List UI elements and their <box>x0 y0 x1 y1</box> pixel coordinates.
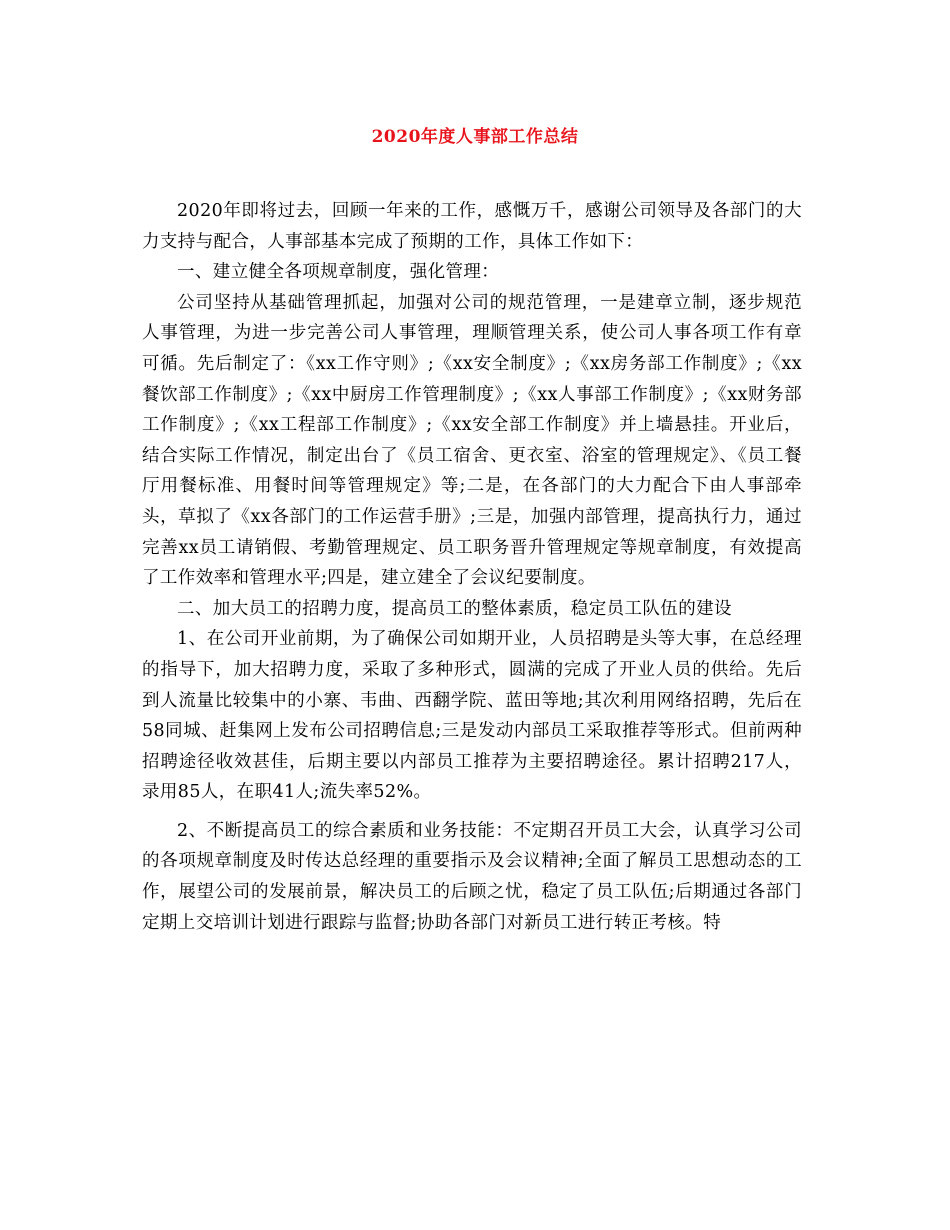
intro-paragraph: 2020年即将过去，回顾一年来的工作，感慨万千，感谢公司领导及各部门的大力支持与配合，人事部基本完成了预期的工作，具体工作如下： <box>142 201 802 252</box>
section-1-paragraph: 公司坚持从基础管理抓起，加强对公司的规范管理，一是建章立制，逐步规范人事管理，为进一步完善公司人事管理，理顺管理关系，使公司人事各项工作有章可循。先后制定了：《xx工作守则》;《xx安全制度》;《xx房务部工作制度》;《xx餐饮部工作制度》;《xx中厨房工作管理制度》;《xx人事部工作制度》;《xx财务部工作制度》;《xx工程部工作制度》;《xx安全部工作制度》并上墙悬挂。开业后，结合实际工作情况，制定出台了《员工宿舍、更衣室、浴室的管理规定》、《员工餐厅用餐标准、用餐时间等管理规定》等;二是，在各部门的大力配合下由人事部牵头，草拟了《xx各部门的工作运营手册》;三是，加强内部管理，提高执行力，通过完善xx员工请销假、考勤管理规定、员工职务晋升管理规定等规章制度，有效提高了工作效率和管理水平;四是，建立建全了会议纪要制度。 <box>142 292 802 589</box>
section-heading-2: 二、加大员工的招聘力度，提高员工的整体素质，稳定员工队伍的建设 <box>177 598 732 619</box>
section-heading-1: 一、建立健全各项规章制度，强化管理： <box>177 262 500 283</box>
section-2-item-2: 2、不断提高员工的综合素质和业务技能：不定期召开员工大会，认真学习公司的各项规章制度及时传达总经理的重要指示及会议精神;全面了解员工思想动态的工作，展望公司的发展前景，解决员工的后顾之忧，稳定了员工队伍;后期通过各部门定期上交培训计划进行跟踪与监督;协助各部门对新员工进行转正考核。特 <box>142 820 802 933</box>
section-2-item-1: 1、在公司开业前期，为了确保公司如期开业，人员招聘是头等大事，在总经理的指导下，加大招聘力度，采取了多种形式，圆满的完成了开业人员的供给。先后到人流量比较集中的小寨、韦曲、西翻学院、蓝田等地;其次利用网络招聘，先后在58同城、赶集网上发布公司招聘信息;三是发动内部员工采取推荐等形式。但前两种招聘途径收效甚佳，后期主要以内部员工推荐为主要招聘途径。累计招聘217人，录用85人，在职41人;流失率52%。 <box>142 629 802 803</box>
document-title: 2020年度人事部工作总结 <box>371 127 579 147</box>
document-body <box>142 196 802 938</box>
